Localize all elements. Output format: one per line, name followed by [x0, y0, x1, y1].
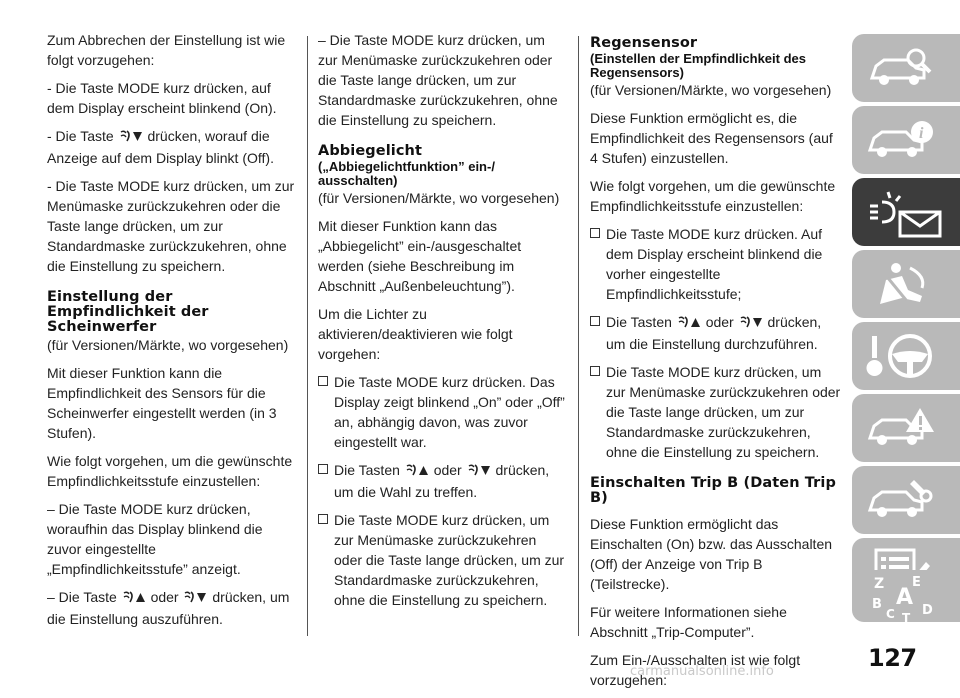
paragraph: - Die Taste MODE kurz drücken, auf dem Display erscheint blinkend (On).	[47, 80, 277, 116]
chapter-tab-car-warning[interactable]	[852, 394, 960, 462]
list-item-text: Die Taste MODE kurz drücken. Auf dem Display erscheint blinkend die vorher eingestellte Empfindlichkeitsstufe;	[606, 226, 823, 302]
watermark: carmanualsonline.info	[630, 664, 774, 679]
section-heading-regensensor: Regensensor	[590, 35, 698, 51]
paragraph: Mit dieser Funktion kann die Empfindlichkeit des Sensors für die Scheinwerfer eingestellt werden (in 3 Stufen).	[47, 365, 277, 441]
paragraph: Für weitere Informationen siehe Abschnitt „Trip-Computer”.	[590, 604, 787, 640]
paragraph: Mit dieser Funktion kann das „Abbiegelicht” ein-/ausgeschaltet werden (siehe Beschreibung im Abschnitt „Außenbeleuchtung”).	[318, 218, 522, 294]
checkbox-bullet-icon	[318, 464, 328, 474]
column-divider	[578, 36, 579, 636]
list-item	[318, 372, 568, 452]
checkbox-bullet-icon	[590, 316, 600, 326]
paragraph: Zum Abbrechen der Einstellung ist wie folgt vorzugehen:	[47, 32, 286, 68]
column-1	[47, 30, 299, 637]
text-span: drücken, worauf die Anzeige auf dem Display blinkt (Off).	[47, 128, 274, 166]
section-subtitle: (für Versionen/Märkte, wo vorgesehen)	[318, 190, 560, 206]
chapter-tab-steering-key[interactable]	[852, 322, 960, 390]
chapter-tab-alphabetical-index[interactable]	[852, 570, 960, 622]
light-up-button-icon	[677, 314, 701, 334]
light-down-button-icon	[183, 589, 207, 609]
text-span: drücken, um die Einstellung durchzuführen.	[606, 314, 822, 352]
alphabetical-index-icon	[866, 572, 946, 624]
car-service-icon	[866, 476, 936, 524]
section-heading-sub: („Abbiegelichtfunktion” ein-/ ausschalten)	[318, 159, 495, 188]
text-span: oder	[150, 589, 179, 605]
light-down-button-icon	[467, 462, 491, 482]
svg-text:i: i	[919, 125, 924, 142]
car-warning-triangle-icon	[866, 404, 936, 452]
list-item	[590, 224, 842, 304]
text-span: - Die Taste	[47, 128, 114, 144]
car-info-icon	[866, 116, 936, 164]
text-span: oder	[705, 314, 734, 330]
column-2	[318, 30, 568, 618]
list-item	[590, 312, 842, 354]
section-subtitle: (für Versionen/Märkte, wo vorgesehen)	[47, 337, 289, 353]
text-span: – Die Taste	[47, 589, 117, 605]
svg-text:Z: Z	[874, 576, 885, 592]
dashboard-lights-icon	[866, 188, 946, 240]
text-span: Die Tasten	[334, 462, 400, 478]
chapter-tab-car-info[interactable]	[852, 106, 960, 174]
chapter-tab-seatbelt-airbag[interactable]	[852, 250, 960, 318]
paragraph	[47, 587, 299, 629]
paragraph: Wie folgt vorgehen, um die gewünschte Empfindlichkeitsstufe einzustellen:	[47, 453, 293, 489]
svg-text:E: E	[912, 575, 921, 590]
paragraph: Diese Funktion ermöglicht es, die Empfindlichkeit des Regensensors (auf 4 Stufen) einzustellen.	[590, 110, 833, 166]
text-span: oder	[433, 462, 462, 478]
section-heading-scheinwerfer: Einstellung der Empfindlichkeit der Scheinwerfer	[47, 289, 209, 335]
chapter-tab-car-search[interactable]	[852, 34, 960, 102]
checkbox-bullet-icon	[318, 376, 328, 386]
paragraph: Wie folgt vorgehen, um die gewünschte Empfindlichkeitsstufe einzustellen:	[590, 178, 836, 214]
checkbox-bullet-icon	[590, 366, 600, 376]
section-heading-abbiegelicht: Abbiegelicht	[318, 143, 422, 159]
paragraph: – Die Taste MODE kurz drücken, um zur Menümaske zurückzukehren oder die Taste lange drücken, um zur Standardmaske zurückzukehren, ohne die Einstellung zu speichern.	[318, 32, 558, 128]
paragraph: - Die Taste MODE kurz drücken, um zur Menümaske zurückzukehren oder die Taste lange drücken, um zur Standardmaske zurückzukehren, ohne die Einstellung zu speichern.	[47, 178, 295, 274]
list-item	[590, 362, 842, 462]
light-up-button-icon	[122, 589, 146, 609]
checkbox-bullet-icon	[318, 514, 328, 524]
seatbelt-airbag-icon	[866, 260, 936, 308]
list-item-text: Die Taste MODE kurz drücken, um zur Menümaske zurückzukehren oder die Taste lange drücken, um zur Standardmaske zurückzukehren, ohne die Einstellung zu speichern.	[606, 364, 841, 460]
text-span: Die Tasten	[606, 314, 672, 330]
page-number: 127	[868, 644, 917, 672]
svg-text:C: C	[886, 607, 895, 621]
checkbox-bullet-icon	[590, 228, 600, 238]
section-heading-trip-b: Einschalten Trip B (Daten Trip B)	[590, 475, 836, 506]
section-subtitle: (für Versionen/Märkte, wo vorgesehen)	[590, 82, 832, 98]
svg-text:T: T	[902, 611, 911, 624]
section-heading-sub: (Einstellen der Empfindlichkeit des Regensensors)	[590, 51, 806, 80]
list-item	[318, 510, 568, 610]
chapter-tab-dashboard-lights[interactable]	[852, 178, 960, 246]
list-item-text: Die Taste MODE kurz drücken. Das Display zeigt blinkend „On” oder „Off” an, abhängig davon, was zuvor eingestellt war.	[334, 374, 565, 450]
light-down-button-icon	[739, 314, 763, 334]
paragraph	[47, 126, 299, 168]
paragraph: Diese Funktion ermöglicht das Einschalten (On) bzw. das Ausschalten (Off) der Anzeige von Trip B (Teilstrecke).	[590, 516, 833, 592]
list-item	[318, 460, 568, 502]
column-3	[590, 30, 842, 698]
column-divider	[307, 36, 308, 636]
chapter-sidebar	[852, 0, 960, 686]
paragraph: Um die Lichter zu aktivieren/deaktivieren wie folgt vorgehen:	[318, 306, 513, 362]
paragraph: – Die Taste MODE kurz drücken, woraufhin das Display blinkend die zuvor eingestellte „Empfindlichkeitsstufe” anzeigt.	[47, 501, 263, 577]
light-down-button-icon	[119, 128, 143, 148]
light-up-button-icon	[405, 462, 429, 482]
chapter-tab-car-service[interactable]	[852, 466, 960, 534]
steering-key-icon	[866, 332, 936, 382]
svg-text:D: D	[922, 603, 933, 618]
list-item-text: Die Taste MODE kurz drücken, um zur Menümaske zurückzukehren oder die Taste lange drücken, um zur Standardmaske zurückzukehren, ohne die Einstellung zu speichern.	[334, 512, 565, 608]
car-search-icon	[866, 44, 936, 92]
svg-text:A: A	[896, 585, 914, 610]
text-span: drücken, um die Wahl zu treffen.	[334, 462, 550, 500]
svg-text:B: B	[872, 597, 882, 612]
text-span: drücken, um die Einstellung auszuführen.	[47, 589, 290, 627]
paragraph: Zum Ein-/Ausschalten ist wie folgt vorzugehen:	[590, 652, 801, 688]
